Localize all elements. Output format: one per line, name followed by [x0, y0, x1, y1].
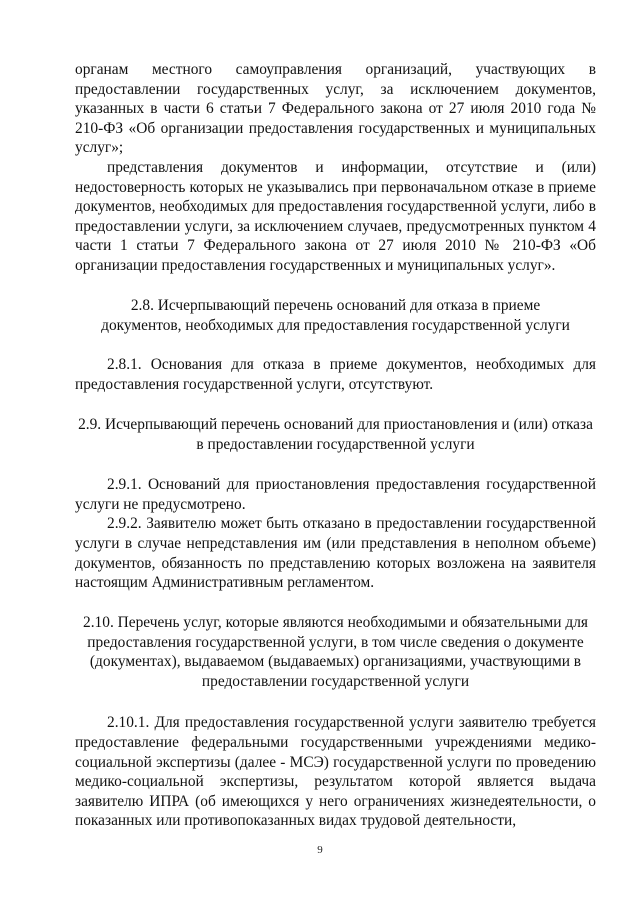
section-2-9: [75, 415, 596, 593]
section-heading-2-8: 2.8. Исчерпывающий перечень оснований для отказа в приеме документов, необходимых для предоставления государственной услуги: [101, 297, 570, 334]
paragraph-continuation: органам местного самоуправления организаций, участвующих в предоставлении государственных услуг, за исключением документов, указанных в части 6 статьи 7 Федерального закона от 27 июля 2010 года № 210-ФЗ «Об организации предоставления государственных и муниципальных услуг»;: [75, 61, 596, 157]
page-number: 9: [317, 844, 323, 856]
section-heading-2-10: 2.10. Перечень услуг, которые являются необходимыми и обязательными для предоставления государственной услуги, в том числе сведения о документе (документах), выдаваемом (выдаваемых) организациями, участвующими в предоставлении государственной услуги: [83, 614, 588, 690]
section-2-10: [75, 613, 596, 831]
section-2-8: [75, 296, 596, 394]
paragraph-2-10-1: 2.10.1. Для предоставления государственной услуги заявителю требуется предоставление федеральными государственными учреждениями медико-социальной экспертизы (далее - МСЭ) государственной услуги по проведению медико-социальной экспертизы, результатом которой является выдача заявителю ИПРА (об имеющихся у него ограничениях жизнедеятельности, о показанных или противопоказанных видах трудовой деятельности,: [75, 714, 596, 830]
paragraph-2-8-1: 2.8.1. Основания для отказа в приеме документов, необходимых для предоставления государственной услуги, отсутствуют.: [75, 356, 596, 393]
paragraph-documents-info: представления документов и информации, отсутствие и (или) недостоверность которых не указывались при первоначальном отказе в приеме документов, необходимых для предоставления государственной услуги, либо в предоставлении услуги, за исключением случаев, предусмотренных пунктом 4 части 1 статьи 7 Федерального закона от 27 июля 2010 № 210-ФЗ «Об организации предоставления государственных и муниципальных услуг».: [75, 158, 596, 274]
paragraph-2-9-1: 2.9.1. Оснований для приостановления предоставления государственной услуги не предусмотрено.: [75, 476, 596, 513]
paragraph-2-9-2: 2.9.2. Заявителю может быть отказано в предоставлении государственной услуги в случае непредставления им (или представления в неполном объеме) документов, обязанность по представлению которых возложена на заявителя настоящим Административным регламентом.: [75, 515, 596, 592]
section-heading-2-9: 2.9. Исчерпывающий перечень оснований для приостановления и (или) отказа в предоставлении государственной услуги: [78, 416, 593, 453]
document-body: [75, 60, 596, 276]
